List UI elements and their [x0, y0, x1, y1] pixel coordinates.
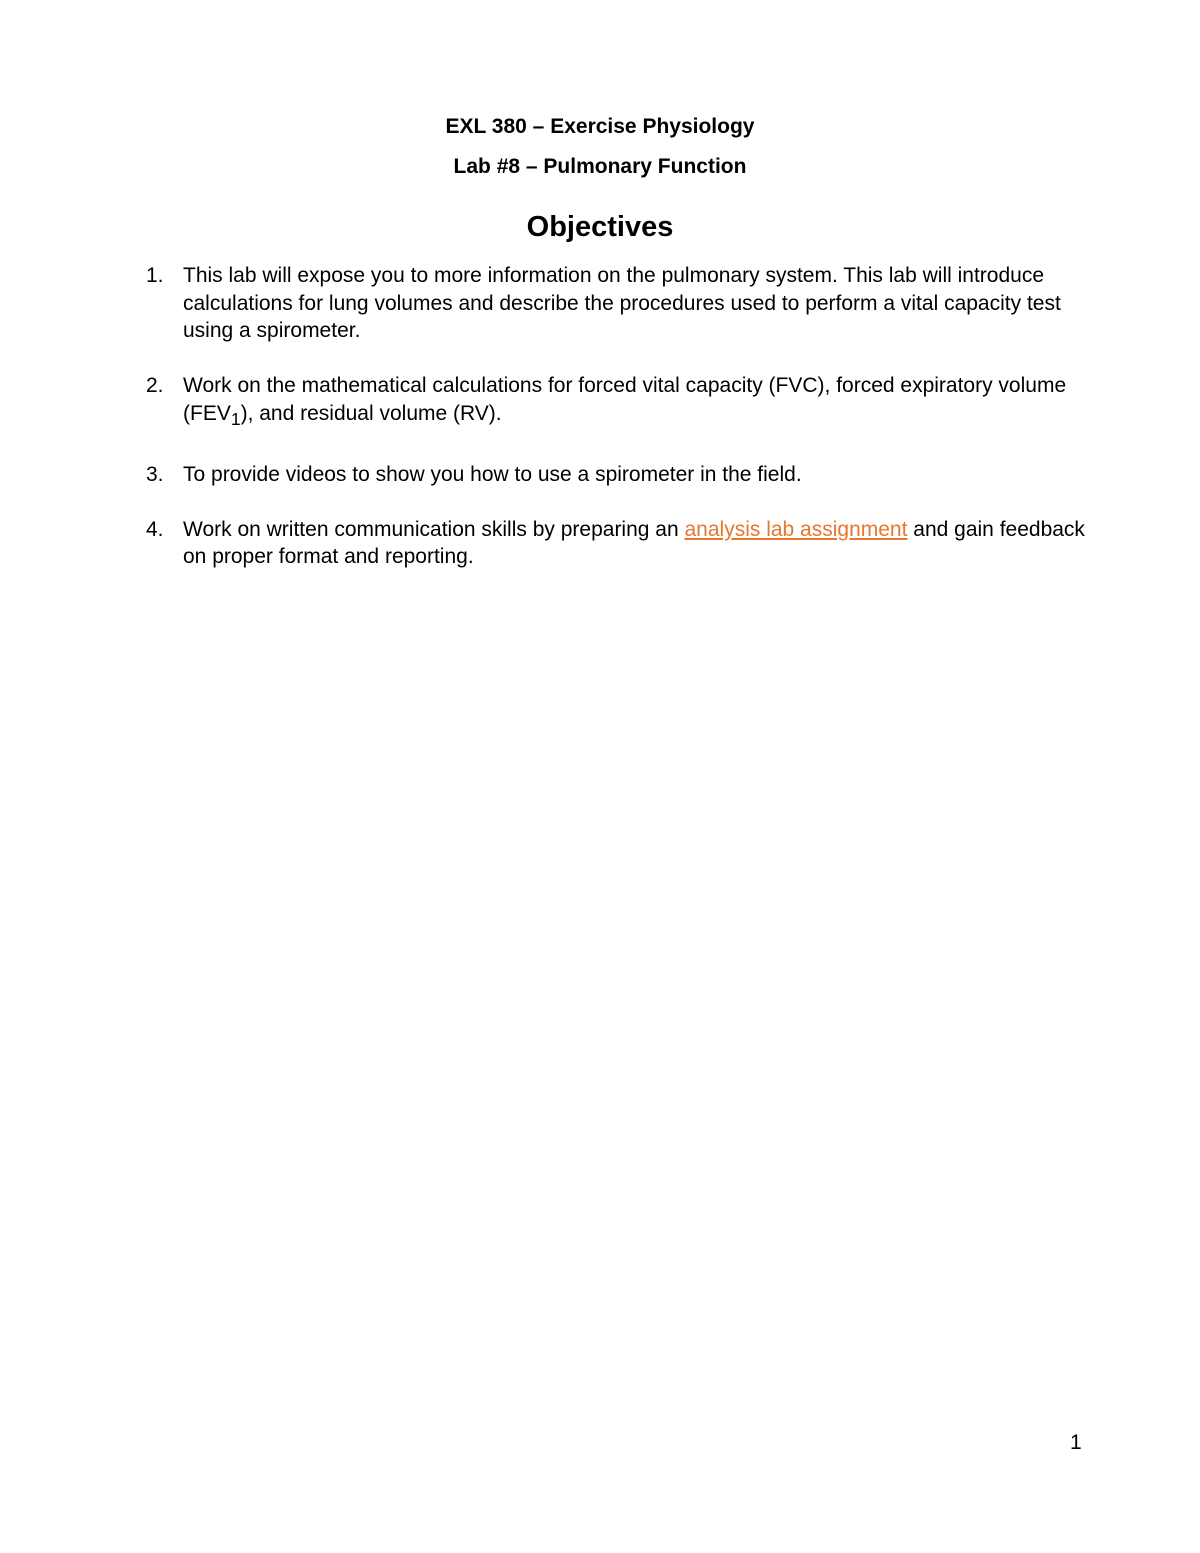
lab-title: Lab #8 – Pulmonary Function [453, 155, 747, 178]
objective-text-part: Work on written communication skills by preparing an [183, 517, 685, 541]
objective-text-part: ), and residual volume (RV). [240, 401, 502, 425]
objective-text-part: and gain feedback on proper format and reporting. [183, 517, 1085, 569]
objective-text-part: Work on the mathematical calculations for forced vital capacity (FVC), forced expiratory volume (FEV [183, 374, 1067, 425]
objective-number: 4. [146, 517, 164, 541]
objective-item-3 [146, 461, 1096, 489]
objective-number: 3. [146, 462, 164, 486]
analysis-lab-assignment-link[interactable]: analysis lab assignment [684, 517, 908, 541]
objective-text [183, 374, 1067, 429]
objective-number: 1. [146, 264, 164, 287]
course-title: EXL 380 – Exercise Physiology [445, 115, 755, 138]
objective-text: This lab will expose you to more information on the pulmonary system. This lab will introduce calculations for lung volumes and describe the procedures used to perform a vital capacity test using a spirometer. [183, 264, 1061, 342]
objective-item-1 [146, 262, 1096, 345]
subscript: 1 [230, 408, 241, 429]
objective-text: To provide videos to show you how to use a spirometer in the field. [183, 462, 802, 486]
objectives-list [146, 262, 1096, 598]
page-number: 1 [1070, 1431, 1082, 1454]
objectives-heading: Objectives [526, 211, 674, 243]
objective-text [183, 518, 1085, 569]
objective-item-2 [146, 372, 1096, 433]
objective-item-4 [146, 516, 1096, 571]
objective-number: 2. [146, 374, 164, 397]
